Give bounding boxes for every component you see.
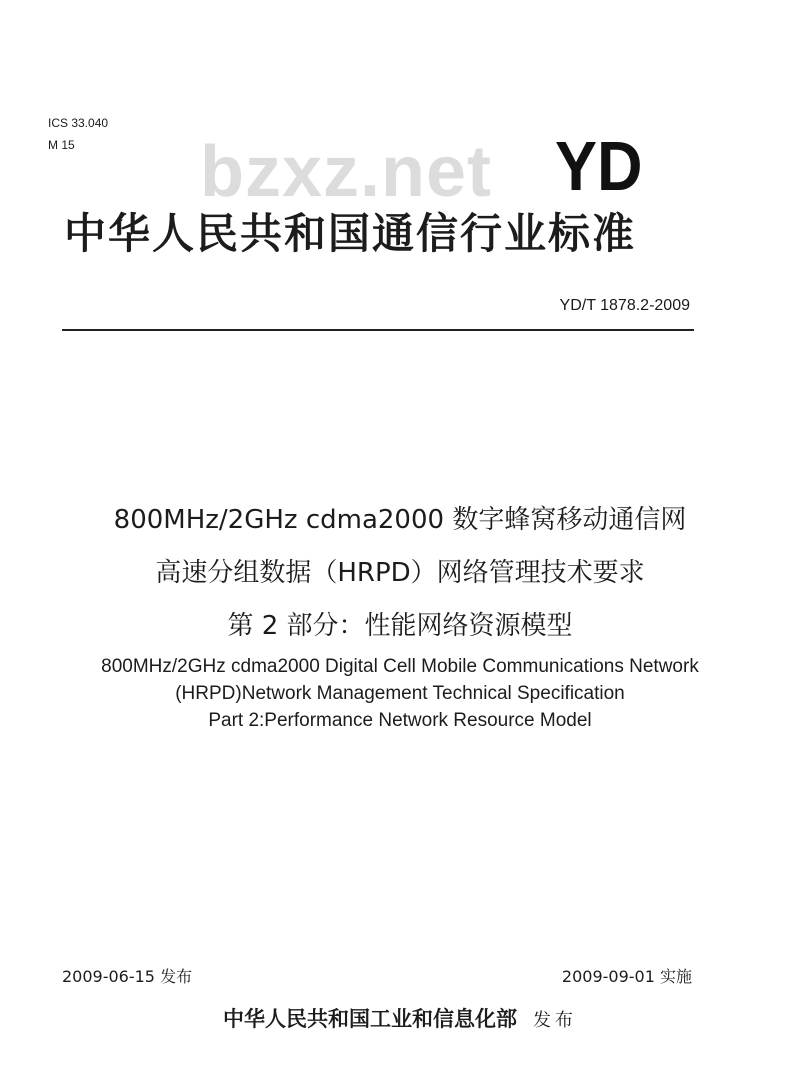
yd-logo: YD <box>555 127 643 205</box>
publisher-name: 中华人民共和国工业和信息化部 <box>223 1006 517 1031</box>
category-code: M 15 <box>48 138 75 152</box>
header-divider <box>62 329 694 331</box>
chinese-title-line-3: 第 2 部分：性能网络资源模型 <box>227 611 573 641</box>
watermark: bzxz.net <box>200 132 493 212</box>
chinese-title-line-2: 高速分组数据（HRPD）网络管理技术要求 <box>155 558 645 588</box>
standard-title: 中华人民共和国通信行业标准 <box>64 209 637 258</box>
publisher <box>0 1005 800 1035</box>
english-title-line-3: Part 2:Performance Network Resource Model <box>208 710 592 731</box>
standard-number: YD/T 1878.2-2009 <box>559 297 690 314</box>
chinese-title-line-1: 800MHz/2GHz cdma2000 数字蜂窝移动通信网 <box>113 505 687 535</box>
english-title-line-1: 800MHz/2GHz cdma2000 Digital Cell Mobile Communications Network <box>101 656 699 677</box>
english-title-line-2: (HRPD)Network Management Technical Specification <box>175 683 625 704</box>
release-date: 2009-06-15 发布 <box>62 967 193 986</box>
implementation-date: 2009-09-01 实施 <box>561 967 692 986</box>
ics-code: ICS 33.040 <box>48 116 109 130</box>
publisher-action: 发布 <box>533 1010 577 1031</box>
